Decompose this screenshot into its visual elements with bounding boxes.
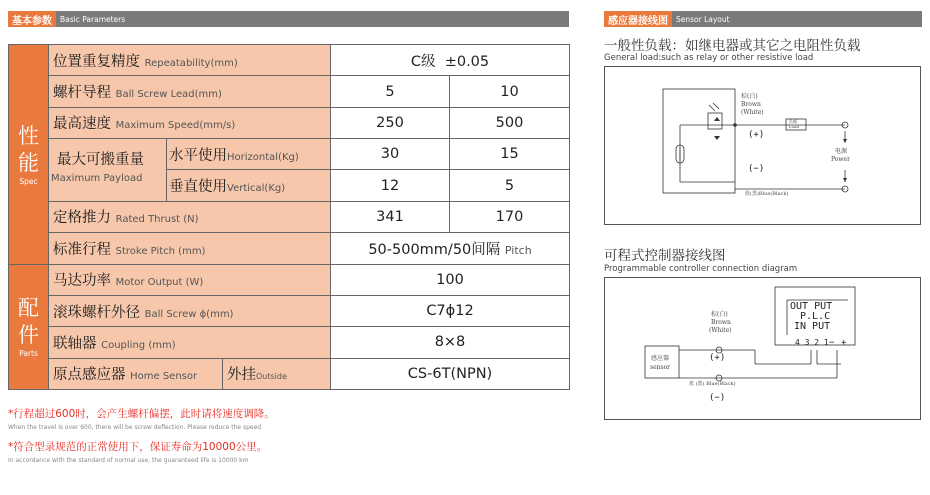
plc-sensor-2: sensor: [650, 364, 671, 371]
sensor-layout-header-en: Sensor Layout: [676, 14, 730, 24]
plc-sensor-1: 感应器: [651, 355, 670, 362]
general-load-1: 负载: [789, 119, 797, 124]
general-brown-2: Brown: [741, 101, 761, 108]
stroke-value: 50-500mm/50间隔 Pitch: [331, 233, 570, 264]
coupling-label: 联轴器 Coupling (mm): [49, 327, 331, 358]
table-row: [9, 45, 570, 76]
table-row: [9, 76, 570, 107]
table-row: [9, 327, 570, 358]
parts-group-label: 配 件 Parts: [9, 264, 49, 389]
thrust-label: 定格推力 Rated Thrust (N): [49, 201, 331, 232]
speed-label: 最高速度 Maximum Speed(mm/s): [49, 107, 331, 138]
general-load-2: Load: [789, 124, 800, 129]
home-sensor-outside-label: 外挂Outside: [223, 358, 331, 389]
general-plus: (+): [748, 130, 765, 140]
table-row: [9, 358, 570, 389]
plc-diagram: [604, 277, 921, 420]
screw-label: 滚珠螺杆外径 Ball Screw ϕ(mm): [49, 295, 331, 326]
vertical-value-2: 5: [450, 170, 570, 201]
spec-group-label: 性 能 Spec: [9, 45, 49, 265]
vertical-value-1: 12: [331, 170, 450, 201]
plc-plus: (+): [709, 353, 726, 363]
lead-value-1: 5: [331, 76, 450, 107]
general-brown-1: 棕(白): [741, 93, 758, 100]
general-load-title: 一般性负载：如继电器或其它之电阻性负载: [604, 38, 861, 54]
motor-label: 马达功率 Motor Output (W): [49, 264, 331, 295]
general-brown-3: (White): [741, 109, 764, 116]
lead-label: 螺杆导程 Ball Screw Lead(mm): [49, 76, 331, 107]
sensor-layout-header-cn: 感应器接线图: [604, 11, 672, 27]
general-load-subtitle: General load:such as relay or other resistive load: [604, 53, 814, 63]
general-minus: (−): [748, 164, 765, 174]
basic-params-header-en: Basic Parameters: [60, 14, 126, 24]
plc-title: 可程式控制器接线图: [604, 248, 726, 264]
plc-minus: (−): [709, 393, 726, 403]
plc-in: IN PUT: [794, 321, 831, 332]
table-row: [9, 201, 570, 232]
general-blue: 蓝(黑)Blue(Black): [745, 191, 789, 197]
note-1-en: When the travel is over 600, there will be screw deflection. Please reduce the speed: [8, 424, 262, 431]
screw-value: C7ϕ12: [331, 295, 570, 326]
plc-brown-2: Brown: [711, 319, 731, 326]
home-sensor-value: CS-6T(NPN): [331, 358, 570, 389]
table-row: [9, 233, 570, 264]
basic-params-header-cn: 基本参数: [8, 11, 56, 27]
horizontal-value-2: 15: [450, 139, 570, 170]
note-1-cn: *行程超过600时，会产生螺杆偏摆，此时请将速度调降。: [8, 408, 275, 420]
vertical-label: 垂直使用Vertical(Kg): [167, 170, 331, 201]
plc-out: OUT PUT: [790, 301, 833, 312]
lead-value-2: 10: [450, 76, 570, 107]
table-row: [9, 295, 570, 326]
sensor-layout-header: [604, 11, 922, 27]
stroke-label: 标准行程 Stroke Pitch (mm): [49, 233, 331, 264]
plc-blue: 蓝 (黑) Blue(Black): [689, 381, 736, 387]
note-2-cn: *符合型录规范的正常使用下，保证寿命为10000公里。: [8, 441, 268, 453]
horizontal-label: 水平使用Horizontal(Kg): [167, 139, 331, 170]
repeatability-value: C级 ±0.05: [331, 45, 570, 76]
plc-minus-sym: −: [829, 338, 835, 348]
spec-table: [8, 44, 570, 390]
general-power-2: Power: [831, 156, 850, 163]
plc-plus-sym: +: [841, 338, 847, 348]
note-2-en: In accordance with the standard of normal use, the guaranteed life is 10000 km: [8, 457, 249, 464]
thrust-value-1: 341: [331, 201, 450, 232]
speed-value-1: 250: [331, 107, 450, 138]
home-sensor-label: 原点感应器 Home Sensor: [49, 358, 223, 389]
table-row: [9, 107, 570, 138]
coupling-value: 8×8: [331, 327, 570, 358]
general-power-1: 电源: [835, 148, 848, 155]
table-row: [9, 139, 570, 170]
basic-params-header: [8, 11, 569, 27]
payload-label: 最大可搬重量 Maximum Payload: [49, 139, 167, 202]
speed-value-2: 500: [450, 107, 570, 138]
repeatability-label: 位置重复精度 Repeatability(mm): [49, 45, 331, 76]
table-row: [9, 264, 570, 295]
horizontal-value-1: 30: [331, 139, 450, 170]
general-load-diagram: [604, 66, 921, 225]
thrust-value-2: 170: [450, 201, 570, 232]
plc-brown-3: (White): [709, 327, 732, 334]
plc-plc: P.L.C: [800, 311, 831, 322]
motor-value: 100: [331, 264, 570, 295]
plc-subtitle: Programmable controller connection diagram: [604, 264, 798, 274]
plc-pins: 4 3 2 1: [795, 338, 829, 347]
plc-brown-1: 棕(白): [711, 311, 728, 318]
